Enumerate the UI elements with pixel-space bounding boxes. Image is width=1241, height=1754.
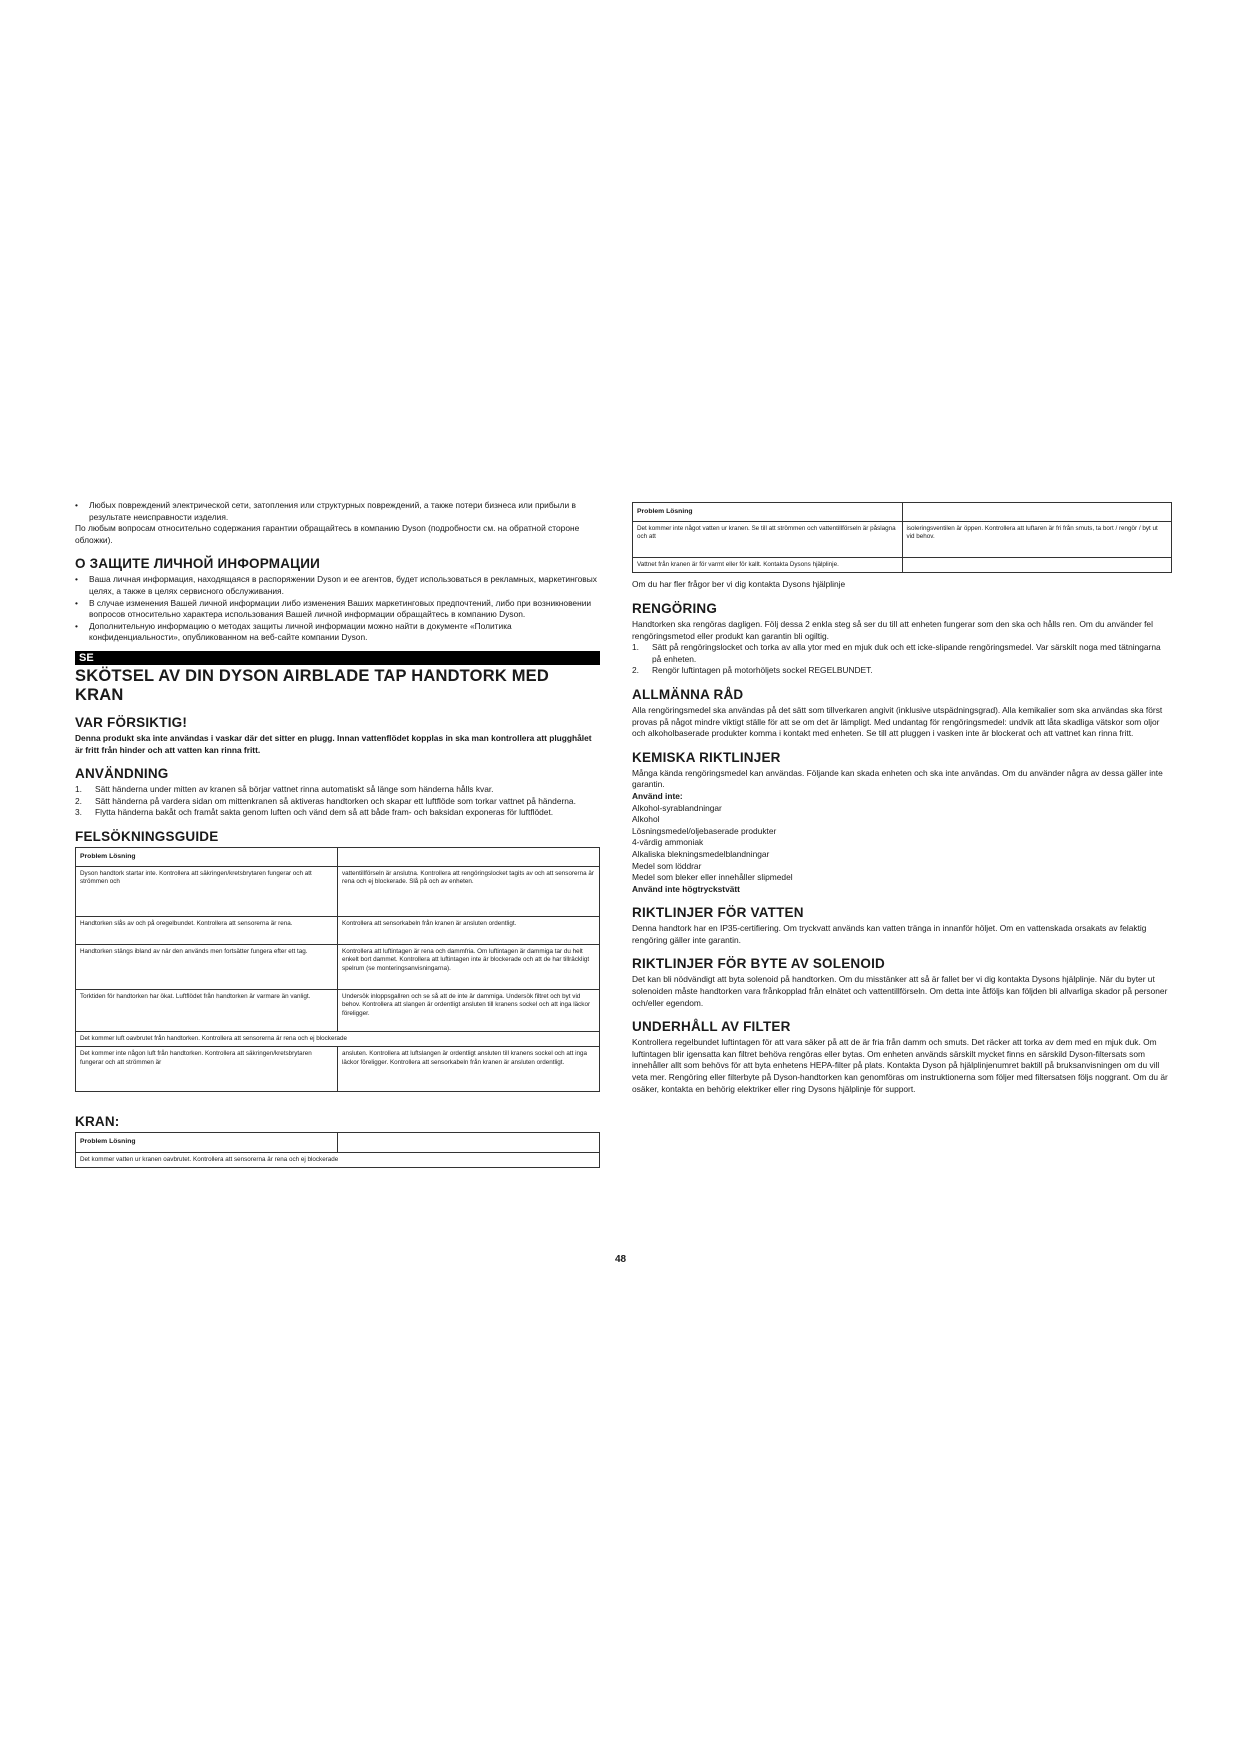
cleaning-item: 2. Rengör luftintagen på motorhöljets sockel REGELBUNDET. (632, 665, 873, 676)
table-cell: Vattnet från kranen är för varmt eller för kallt. Kontakta Dysons hjälplinje. (633, 558, 903, 573)
table-cell: Det kommer inte något vatten ur kranen. Se till att strömmen och vattentillförseln är påslagna och att (633, 522, 903, 558)
left-column (75, 500, 600, 1168)
warning-heading: VAR FÖRSIKTIG! (75, 714, 188, 730)
table-header: Problem Lösning (633, 503, 903, 522)
table-row (633, 522, 1172, 558)
table-row (76, 1047, 600, 1092)
chemical-final: Använd inte högtryckstvätt (632, 883, 740, 894)
table-row (76, 945, 600, 990)
table-cell: Torktiden för handtorken har ökat. Luftflödet från handtorken är varmare än vanligt. (76, 990, 338, 1032)
chemical-list-item: Alkohol (632, 814, 660, 825)
cleaning-heading: RENGÖRING (632, 601, 718, 616)
table-cell: Undersök inloppsgallren och se så att de inte är dammiga. Undersök filtret och byt vid behov. Kontrollera att slangen är ordentligt ansluten till kranens sockel och att inga läckor föreligger. (338, 990, 600, 1032)
table-row (76, 867, 600, 917)
right-column (632, 502, 1172, 1095)
chemical-heading: KEMISKA RIKTLINJER (632, 749, 781, 765)
table-row (76, 1032, 600, 1047)
cleaning-item: 1. Sätt på rengöringslocket och torka av alla ytor med en mjuk duk och ett icke-slipande rengöringsmedel. Var särskilt noga med tätningarna på enheten. (632, 642, 1161, 664)
table-cell: Det kommer luft oavbrutet från handtorken. Kontrollera att sensorerna är rena och ej blockerade (76, 1032, 600, 1047)
usage-item: 3. Flytta händerna bakåt och framåt sakta genom luften och vänd dem så att både fram- och baksidan exponeras för luftflödet. (75, 807, 554, 818)
tap-heading: KRAN: (75, 1114, 120, 1130)
usage-heading: ANVÄNDNING (75, 766, 169, 782)
chemical-text: Många kända rengöringsmedel kan användas. Följande kan skada enheten och ska inte användas. Om du använder några av dessa gäller inte garantin. (632, 767, 1163, 790)
table-cell: Dyson handtork startar inte. Kontrollera att säkringen/kretsbrytaren fungerar och att strömmen och (76, 867, 338, 917)
usage-item: 1. Sätt händerna under mitten av kranen så börjar vattnet rinna automatiskt så länge som händerna hålls kvar. (75, 784, 494, 795)
privacy-item: • В случае изменения Вашей личной информации либо изменения Ваших маркетинговых предпочтений, либо при возникновении вопросов относительно характера использования Вашей личной информации обращайтесь в компанию Dyson. (75, 597, 592, 620)
table-header-row (633, 503, 1172, 522)
table-cell: Det kommer inte någon luft från handtorken. Kontrollera att säkringen/kretsbrytaren fungerar och att strömmen är (76, 1047, 338, 1092)
filter-heading: UNDERHÅLL AV FILTER (632, 1019, 791, 1035)
troubleshooting-heading: FELSÖKNINGSGUIDE (75, 828, 219, 844)
water-text: Denna handtork har en IP35-certifiering. Om tryckvatt används kan vatten tränga in innanför höljet. Om en vattenskada orsakats av felaktig rengöring gäller inte garantin. (632, 923, 1147, 945)
chemical-list-item: Medel som bleker eller innehåller slipmedel (632, 872, 793, 883)
table-row (76, 1152, 600, 1167)
table-header-row (76, 1133, 600, 1152)
water-heading: RIKTLINJER FÖR VATTEN (632, 905, 804, 921)
page-number: 48 (614, 1254, 627, 1265)
table-header: Problem Lösning (76, 847, 338, 866)
troubleshooting-table (75, 847, 600, 1092)
chemical-list-item: Medel som löddrar (632, 860, 702, 871)
table-row (76, 990, 600, 1032)
table-cell: isoleringsventilen är öppen. Kontrollera att luftaren är fri från smuts, ta bort / rengör / byt ut vid behov. (902, 522, 1172, 558)
table-cell: Det kommer vatten ur kranen oavbrutet. Kontrollera att sensorerna är rena och ej blockerade (76, 1152, 600, 1167)
table-cell: ansluten. Kontrollera att luftslangen är ordentligt ansluten till kranens sockel och att inga läckor föreligger. Kontrollera att sensorkabeln från kranen är ansluten ordentligt. (338, 1047, 600, 1092)
language-bar: SE (75, 651, 600, 665)
privacy-heading: О ЗАЩИТЕ ЛИЧНОЙ ИНФОРМАЦИИ (75, 556, 321, 572)
chemical-list-item: Alkaliska blekningsmedelblandningar (632, 848, 770, 859)
table-cell: Kontrollera att luftintagen är rena och dammfria. Om luftintagen är dammiga tar du helt enkelt bort dammet. Kontrollera att luftintagen inte är blockerade och att de har tillräckligt spelrum (se monteringsanvisningarna). (338, 945, 600, 990)
solenoid-text: Det kan bli nödvändigt att byta solenoid på handtorken. Om du misstänker att så är fallet ber vi dig kontakta Dysons hjälplinje. När du byter ut solenoiden måste handtorken vara frånkopplad från elnätet och vattentillförseln. Om detta inte åtföljs kan följden bli allvarliga skador på personer och/eller egendom. (632, 974, 1168, 1008)
tap-table (75, 1132, 600, 1167)
table-cell: Kontrollera att sensorkabeln från kranen är ansluten ordentligt. (338, 917, 600, 945)
privacy-item: • Дополнительную информацию о методах защиты личной информации можно найти в документе «Политика конфиденциальности», опубликованном на веб-сайте компании Dyson. (75, 620, 512, 643)
general-advice-text: Alla rengöringsmedel ska användas på det sätt som tillverkaren angivit (inklusive utspädningsgrad). Alla kemikalier som ska användas ska först provas på något mindre viktigt ställe för att se om det är lämpligt. Med undantag för rengöringsmedel: undvik att låta skadliga vätskor som oljor och alkoholbaserade produkter komma i kontakt med enheten. Se till att pluggen i vasken inte är blockerat och att vattnet kan rinna fritt. (632, 704, 1163, 739)
table-header: Problem Lösning (76, 1133, 338, 1152)
warning-text: Denna produkt ska inte användas i vaskar där det sitter en plugg. Innan vattenflödet kopplas in ska man kontrollera att plugghålet är fritt från hinder och att vatten kan rinna fritt. (75, 732, 592, 755)
table-header-row (76, 847, 600, 866)
ru-note: По любым вопросам относительно содержания гарантии обращайтесь в компанию Dyson (подробности см. на обратной стороне обложки). (75, 523, 580, 545)
solenoid-heading: RIKTLINJER FÖR BYTE AV SOLENOID (632, 956, 885, 972)
chemical-list-item: Lösningsmedel/oljebaserade produkter (632, 825, 777, 836)
bullet-item: • Любых повреждений электрической сети, затопления или структурных повреждений, а также потери бизнеса или прибыли в результате неисправности изделия. (75, 500, 576, 522)
usage-item: 2. Sätt händerna på vardera sidan om mittenkranen så aktiveras handtorken och skapar ett luftflöde som torkar vattnet på händerna. (75, 795, 576, 806)
table-row (633, 558, 1172, 573)
chemical-list-item: 4-värdig ammoniak (632, 837, 704, 848)
tap-table-continued (632, 502, 1172, 573)
table-cell: Handtorken slås av och på oregelbundet. Kontrollera att sensorerna är rena. (76, 917, 338, 945)
chemical-dont-label: Använd inte: (632, 790, 683, 801)
filter-text: Kontrollera regelbundet luftintagen för att vara säker på att de är fria från damm och smuts. Det räcker att torka av dem med en mjuk duk. Om luftintagen blir igensatta kan filtret behöva rengöras eller bytas. Om enheten används särskilt mycket finns en särskild Dyson-filtersats som innehåller allt som behövs för att byta enhetens HEPA-filter på plats. Kontakta Dyson på hjälplinjenumret baktill på bruksanvisningen om du vill veta mer. Rengöring eller filterbyte på Dyson-handtorken kan genomföras om instruktionerna som följer med filtersatsen följs noggrant. Om du är osäker, kontakta en behörig elektriker eller ring Dysons hjälplinje för support. (632, 1037, 1168, 1094)
table-row (76, 917, 600, 945)
table-cell: vattentillförseln är anslutna. Kontrollera att rengöringslocket tagits av och att sensorerna är rena och ej blockerade. Slå på och av enheten. (338, 867, 600, 917)
privacy-item: • Ваша личная информация, находящаяся в распоряжении Dyson и ее агентов, будет использоваться в рекламных, маркетинговых целях, а также в целях сервисного обслуживания. (75, 574, 597, 596)
cleaning-text: Handtorken ska rengöras dagligen. Följ dessa 2 enkla steg så ser du till att enheten fungerar som den ska och hålls ren. Om du använder fel rengöringsmetod eller produkt kan garantin bli ogiltig. (632, 619, 1153, 641)
chemical-list-item: Alkohol-syrablandningar (632, 802, 722, 813)
helpline-note: Om du har fler frågor ber vi dig kontakta Dysons hjälplinje (632, 579, 846, 590)
section-title: SKÖTSEL AV DIN DYSON AIRBLADE TAP HANDTORK MED KRAN (75, 666, 549, 704)
table-cell: Handtorken stängs ibland av när den används men fortsätter fungera efter ett tag. (76, 945, 338, 990)
general-advice-heading: ALLMÄNNA RÅD (632, 686, 744, 702)
